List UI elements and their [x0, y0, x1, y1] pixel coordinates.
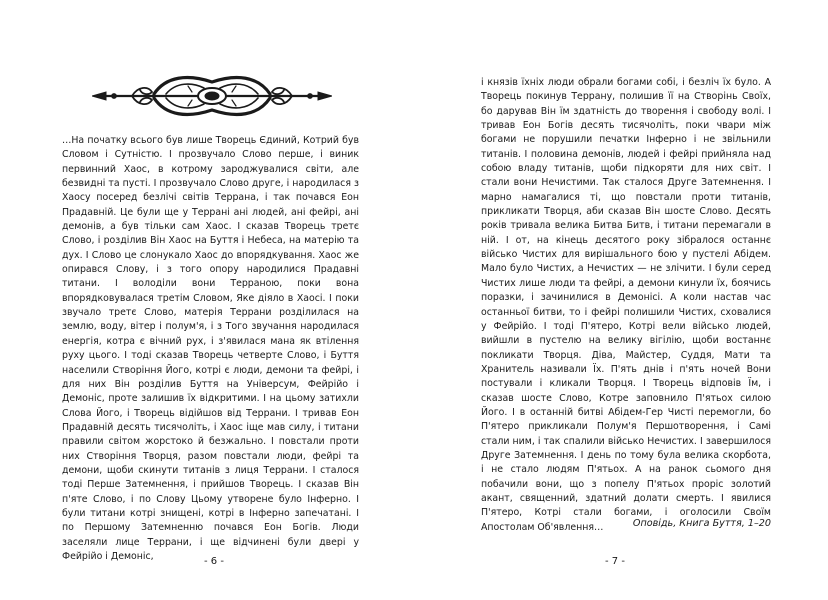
source-attribution: Оповідь, Книга Буття, 1–20: [632, 518, 771, 529]
right-page: [481, 0, 771, 600]
right-page-number: - 7 -: [605, 556, 625, 567]
left-page: [62, 0, 359, 600]
decorative-vignette-icon: [92, 70, 332, 120]
right-page-text: і князів їхніх люди обрали богами собі, і безліч їх було. А Творець покинув Террану, полишив її на Створінь Своїх, бо дарував Він їм здатність до творення і свободу волі. І тривав Еон Богів десять тисячоліть, поки чвари між богами не порушили печатки Інферно і не звільнили титанів. І половина демонів, людей і фейрі прийняла над собою владу титанів, щоби підкоряти для них світ. І стали вони Нечистими. Так сталося Друге Затемнення. І марно намагалися ті, що повстали проти титанів, прикликати Творця, аби сказав Він шосте Слово. Десять років тривала велика Битва Битв, і титани перемагали в ній. І от, на кінець десятого року зібралося останнє військо Чистих для вирішального бою у пустелі Абідем. Мало було Чистих, а Нечистих — не злічити. І були серед Чистих лише люди та фейрі, а демони кинули їх, боячись поразки, і зачинилися в Демонісі. А коли настав час останньої битви, то і фейрі полишили Чистих, сховалися у Фейрійо. І тоді П'ятеро, Котрі вели військо людей, вийшли в пустелю на велику вігілію, щоби востаннє покликати Творця. Діва, Майстер, Суддя, Мати та Хранитель називали Їх. П'ять днів і п'ять ночей Вони постували і кликали Творця. І Творець відповів Їм, і сказав шосте Слово, Котре заповнило П'ятьох силою Його. І в останній битві Абідем-Гер Чисті перемогли, бо П'ятеро прикликали Полум'я Першотворення, і Самі стали ним, і так спалили військо Нечистих. І завершилося Друге Затемнення. І день по тому була велика скорбота, і не стало людям П'ятьох. А на ранок сьомого дня побачили вони, що з попелу П'ятьох проріс золотий акант, священний, здатний долати смерть. І явилися П'ятеро, Котрі стали богами, і оголосили Своїм Апостолам Об'явлення…: [481, 77, 771, 533]
left-page-number: - 6 -: [204, 556, 224, 567]
left-page-text: …На початку всього був лише Творець Єдиний, Котрий був Словом і Сутністю. І прозвучало Слово перше, і виник первинний Хаос, в котрому зароджувалися світи, але безвидні та пусті. І прозвучало Слово друге, і народилася з Хаосу посеред безлічі світів Террана, і так почався Еон Прадавній. Це були ще у Террані ані людей, ані фейрі, ані демонів, а був тільки сам Хаос. І сказав Творець третє Слово, і розділив Він Хаос на Буття і Небеса, на матерію та дух. І Слово це слонукало Хаос до впорядкування. Хаос же опирався Слову, і з того опору народилися Прадавні титани. І володіли вони Терраною, поки вона впорядковувалася третім Словом, Яке діяло в Хаосі. І поки звучало третє Слово, матерія Террани розділилася на землю, воду, вітер і полум'я, і з Того звучання народилася енергія, котра є вічний рух, і з'явилася мана як втілення руху цього. І тоді сказав Творець четверте Слово, і Буття населили Створіння Його, котрі є люди, демони та фейрі, і для них Він розділив Буття на Універсум, Фейрійо і Демоніс, проте залишив їх відкритими. І на цьому затихли Слова Його, і Творець відійшов від Террани. І тривав Еон Прадавній десять тисячоліть, і Хаос іще мав силу, і титани правили світом жорстоко й безжально. І повстали проти них Створіння Творця, разом повстали люди, фейрі та демони, щоби скинути титанів з лиця Террани. І сталося тоді Перше Затемнення, і прийшов Творець. І сказав Він п'яте Слово, і по Слову Цьому утворене було Інферно. І були титани котрі знищені, котрі в Інферно запечатані. І по Першому Затемненню почався Еон Богів. Люди заселяли лице Террани, і ще відчинені були двері у Фейрійо і Демоніс,: [62, 135, 359, 562]
